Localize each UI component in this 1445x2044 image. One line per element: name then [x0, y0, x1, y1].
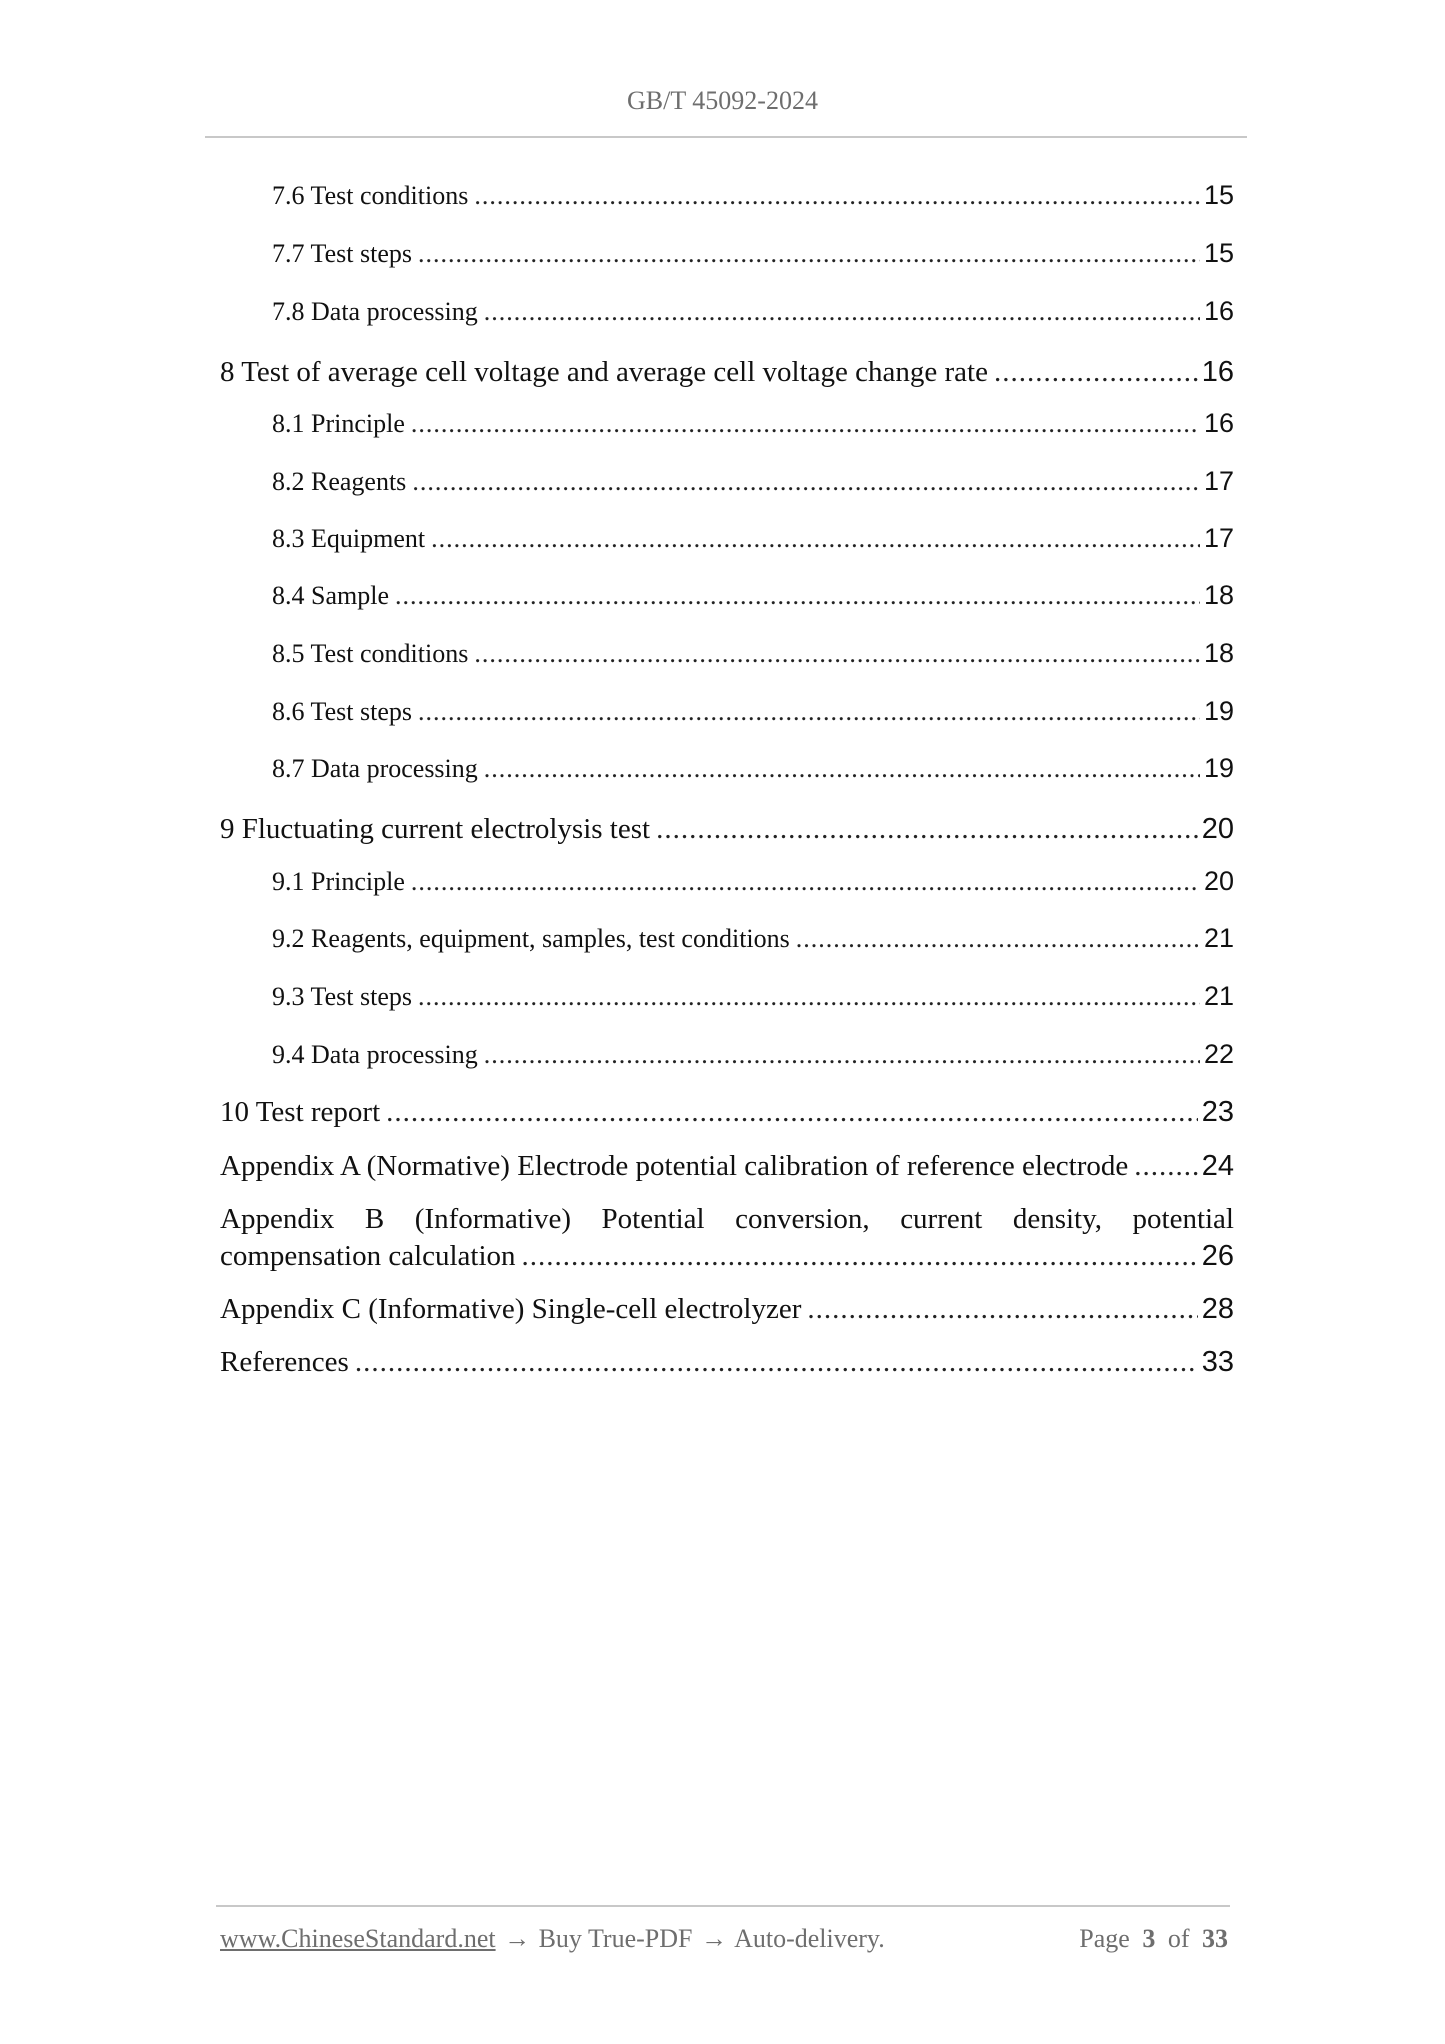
toc-entry-page: 19	[1203, 696, 1234, 726]
toc-leader-dots	[656, 813, 1198, 846]
toc-entry-title: 10 Test report	[220, 1096, 381, 1128]
toc-leader-dots	[418, 982, 1200, 1012]
toc-leader-dots	[411, 409, 1200, 439]
page-indicator	[1079, 1924, 1228, 1954]
toc-entry-8-6[interactable]	[272, 696, 1234, 727]
toc-leader-dots	[1134, 1150, 1197, 1183]
toc-leader-dots	[484, 1040, 1200, 1070]
toc-entry-title: 9.3 Test steps	[272, 982, 412, 1011]
toc-entry-9-4[interactable]	[272, 1039, 1234, 1070]
toc-entry-title: 7.8 Data processing	[272, 297, 478, 326]
toc-entry-title: 8.2 Reagents	[272, 467, 407, 496]
toc-leader-dots	[474, 639, 1200, 669]
toc-entry-9-3[interactable]	[272, 981, 1234, 1012]
toc-entry-page: 16	[1203, 296, 1234, 326]
toc-entry-page: 16	[1203, 408, 1234, 438]
toc-entry-7-8[interactable]	[272, 296, 1234, 327]
toc-entry-page: 22	[1203, 1039, 1234, 1069]
toc-leader-dots	[355, 1346, 1198, 1379]
toc-entry-page: 33	[1201, 1346, 1234, 1378]
toc-entry-page: 19	[1203, 753, 1234, 783]
toc-entry-title: 8.6 Test steps	[272, 697, 412, 726]
toc-word: B	[364, 1203, 385, 1235]
toc-entry-7-6[interactable]	[272, 180, 1234, 211]
toc-entry-title: Appendix A (Normative) Electrode potential calibration of reference electrode	[220, 1150, 1129, 1182]
toc-leader-dots	[994, 356, 1198, 389]
total-pages-number: 33	[1202, 1924, 1228, 1953]
footer-divider	[216, 1905, 1230, 1907]
toc-leader-dots	[386, 1096, 1198, 1129]
toc-entry-page: 18	[1203, 580, 1234, 610]
toc-leader-dots	[474, 181, 1200, 211]
toc-entry-title: 8.7 Data processing	[272, 754, 478, 783]
toc-entry-8-2[interactable]	[272, 466, 1234, 497]
toc-entry-title: 8.5 Test conditions	[272, 639, 469, 668]
toc-entry-title-line2	[220, 1240, 1234, 1273]
toc-entry-page: 20	[1201, 813, 1234, 845]
buy-true-pdf-text: Buy True-PDF	[538, 1924, 693, 1953]
toc-entry-8-4[interactable]	[272, 580, 1234, 611]
toc-word: density,	[1012, 1203, 1102, 1235]
toc-entry-page: 17	[1203, 523, 1234, 553]
arrow-right-icon: →	[504, 1924, 531, 1953]
toc-word: Appendix	[220, 1203, 335, 1235]
toc-entry-title: 7.7 Test steps	[272, 239, 412, 268]
toc-entry-page: 23	[1201, 1096, 1234, 1128]
toc-entry-title: 8.4 Sample	[272, 581, 389, 610]
toc-entry-9[interactable]	[220, 813, 1234, 846]
toc-entry-page: 17	[1203, 466, 1234, 496]
toc-entry-page: 15	[1203, 180, 1234, 210]
toc-entry-9-2[interactable]	[272, 923, 1234, 954]
toc-entry-8-3[interactable]	[272, 523, 1234, 554]
toc-leader-dots	[484, 754, 1200, 784]
toc-leader-dots	[431, 524, 1200, 554]
toc-entry-page: 21	[1203, 981, 1234, 1011]
toc-entry-page: 16	[1201, 356, 1234, 388]
toc-word: Potential	[601, 1203, 705, 1235]
toc-entry-page: 18	[1203, 638, 1234, 668]
toc-leader-dots	[807, 1293, 1197, 1326]
toc-entry-title: References	[220, 1346, 349, 1378]
toc-entry-10[interactable]	[220, 1096, 1234, 1129]
page-word: Page	[1079, 1924, 1130, 1953]
toc-entry-page: 26	[1201, 1240, 1234, 1272]
toc-leader-dots	[522, 1240, 1198, 1273]
document-code: GB/T 45092-2024	[627, 86, 818, 115]
auto-delivery-text: Auto-delivery.	[734, 1924, 885, 1953]
footer-promo	[220, 1924, 887, 1954]
toc-entry-title: 9.1 Principle	[272, 867, 405, 896]
toc-entry-references[interactable]	[220, 1346, 1234, 1379]
page-footer	[220, 1924, 1228, 1954]
toc-entry-page: 20	[1203, 866, 1234, 896]
toc-leader-dots	[395, 581, 1200, 611]
toc-entry-8-1[interactable]	[272, 408, 1234, 439]
toc-entry-title: Appendix C (Informative) Single-cell electrolyzer	[220, 1293, 802, 1325]
site-link[interactable]: www.ChineseStandard.net	[220, 1924, 496, 1953]
toc-leader-dots	[418, 697, 1200, 727]
toc-entry-title: 9 Fluctuating current electrolysis test	[220, 813, 651, 845]
of-word: of	[1167, 1924, 1190, 1953]
arrow-right-icon: →	[701, 1924, 727, 1953]
toc-word: current	[900, 1203, 983, 1235]
toc-entry-page: 24	[1201, 1150, 1234, 1182]
toc-leader-dots	[412, 467, 1200, 497]
header-divider	[205, 136, 1247, 138]
toc-entry-appendix-b[interactable]	[220, 1203, 1234, 1273]
toc-entry-title: 8.3 Equipment	[272, 524, 426, 553]
toc-entry-appendix-a[interactable]	[220, 1150, 1234, 1183]
toc-entry-title-line1	[220, 1203, 1234, 1236]
toc-entry-appendix-c[interactable]	[220, 1293, 1234, 1326]
toc-entry-title: 8 Test of average cell voltage and average cell voltage change rate	[220, 356, 988, 388]
toc-word: conversion,	[735, 1203, 870, 1235]
toc-entry-8-5[interactable]	[272, 638, 1234, 669]
toc-entry-page: 21	[1203, 923, 1234, 953]
toc-entry-7-7[interactable]	[272, 238, 1234, 269]
toc-entry-title: 9.4 Data processing	[272, 1040, 478, 1069]
toc-entry-8-7[interactable]	[272, 753, 1234, 784]
toc-leader-dots	[484, 297, 1200, 327]
toc-leader-dots	[418, 239, 1200, 269]
toc-entry-8[interactable]	[220, 356, 1234, 389]
toc-word: potential	[1132, 1203, 1234, 1235]
toc-leader-dots	[411, 867, 1200, 897]
toc-entry-title: 7.6 Test conditions	[272, 181, 469, 210]
toc-entry-9-1[interactable]	[272, 866, 1234, 897]
toc-entry-title: 8.1 Principle	[272, 409, 405, 438]
current-page-number: 3	[1142, 1924, 1156, 1953]
toc-word: (Informative)	[414, 1203, 571, 1235]
toc-entry-page: 28	[1201, 1293, 1234, 1325]
toc-entry-page: 15	[1203, 238, 1234, 268]
toc-leader-dots	[796, 924, 1200, 954]
toc-entry-title-cont: compensation calculation	[220, 1240, 516, 1272]
toc-entry-title: 9.2 Reagents, equipment, samples, test conditions	[272, 924, 790, 953]
